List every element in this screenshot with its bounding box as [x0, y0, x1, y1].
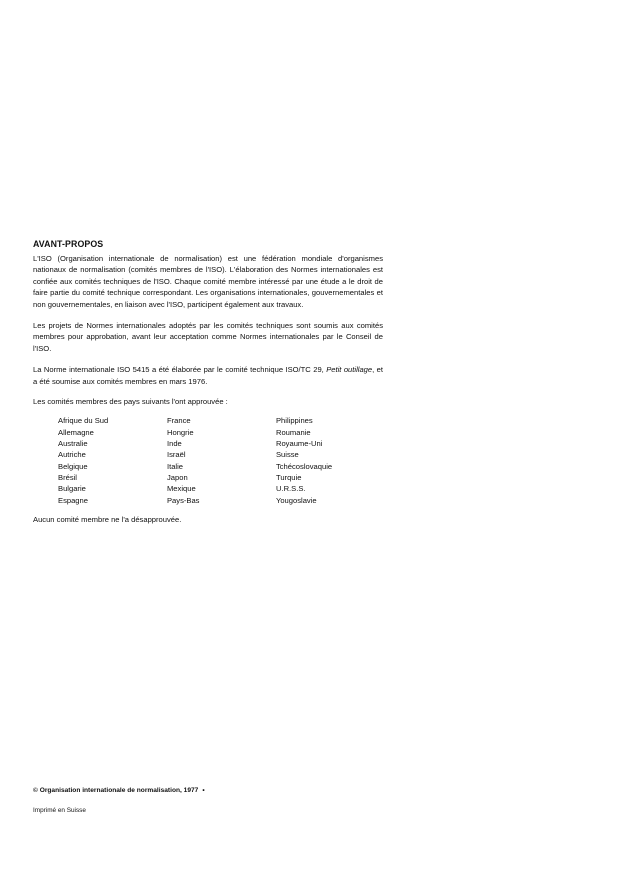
country-item: Israël — [166, 450, 186, 460]
printed-in-line: Imprimé en Suisse — [33, 807, 86, 814]
standard-origin-text-end: , et a été soumise aux comités membres en mars 1976. — [33, 365, 383, 386]
country-item: Inde — [166, 439, 182, 449]
copyright-line — [33, 787, 205, 794]
country-item: Roumanie — [275, 427, 311, 437]
country-item: Pays-Bas — [166, 495, 200, 505]
country-item: Royaume-Uni — [275, 439, 323, 449]
countries-column-2 — [167, 415, 276, 505]
country-item: Brésil — [58, 472, 77, 482]
country-item: Afrique du Sud — [58, 416, 109, 426]
country-item: Belgique — [58, 461, 88, 471]
paragraph-no-disapproval: Aucun comité membre ne l'a désapprouvée. — [33, 514, 182, 524]
country-item: Turquie — [275, 472, 302, 482]
country-item: Japon — [166, 472, 188, 482]
approving-countries-list — [58, 415, 383, 505]
country-item: Philippines — [275, 416, 313, 426]
country-item: Suisse — [275, 450, 299, 460]
country-item: Hongrie — [166, 427, 194, 437]
standard-origin-text-start: La Norme internationale ISO 5415 a été élaborée par le comité technique ISO/TC 29, — [33, 365, 327, 375]
foreword-section — [33, 238, 383, 535]
copyright-text: © Organisation internationale de normalisation, 1977 — [33, 787, 199, 794]
country-item: Yougoslavie — [275, 495, 317, 505]
countries-column-3 — [276, 415, 383, 505]
countries-column-1 — [58, 415, 167, 505]
country-item: Mexique — [166, 484, 196, 494]
committee-title: Petit outillage — [326, 365, 373, 375]
country-item: Autriche — [58, 450, 86, 460]
foreword-heading: AVANT-PROPOS — [33, 239, 104, 249]
paragraph-standard-origin — [33, 364, 383, 387]
country-item: Italie — [166, 461, 184, 471]
paragraph-draft-standards: Les projets de Normes internationales adoptés par les comités techniques sont soumis aux comités membres pour approbation, avant leur acceptation comme Normes internationales par le Conseil de l'ISO. — [33, 321, 383, 353]
bullet-icon: • — [202, 787, 205, 794]
country-item: Australie — [58, 439, 88, 449]
paragraph-iso-intro: L'ISO (Organisation internationale de normalisation) est une fédération mondiale d'organismes nationaux de normalisation (comités membres de l'ISO). L'élaboration des Normes internationales est confiée aux comités techniques de l'ISO. Chaque comité membre intéressé par une étude a le droit de faire partie du comité technique correspondant. Les organisations internationales, gouvernementales et non gouvernementales, en liaison avec l'ISO, participent également aux travaux. — [33, 254, 383, 309]
country-item: Allemagne — [58, 427, 94, 437]
country-item: U.R.S.S. — [275, 484, 306, 494]
country-item: Bulgarie — [58, 484, 86, 494]
country-item: Tchécoslovaquie — [275, 461, 333, 471]
country-item: Espagne — [58, 495, 88, 505]
country-item: France — [166, 416, 191, 426]
paragraph-approval-intro: Les comités membres des pays suivants l'ont approuvée : — [33, 397, 228, 407]
